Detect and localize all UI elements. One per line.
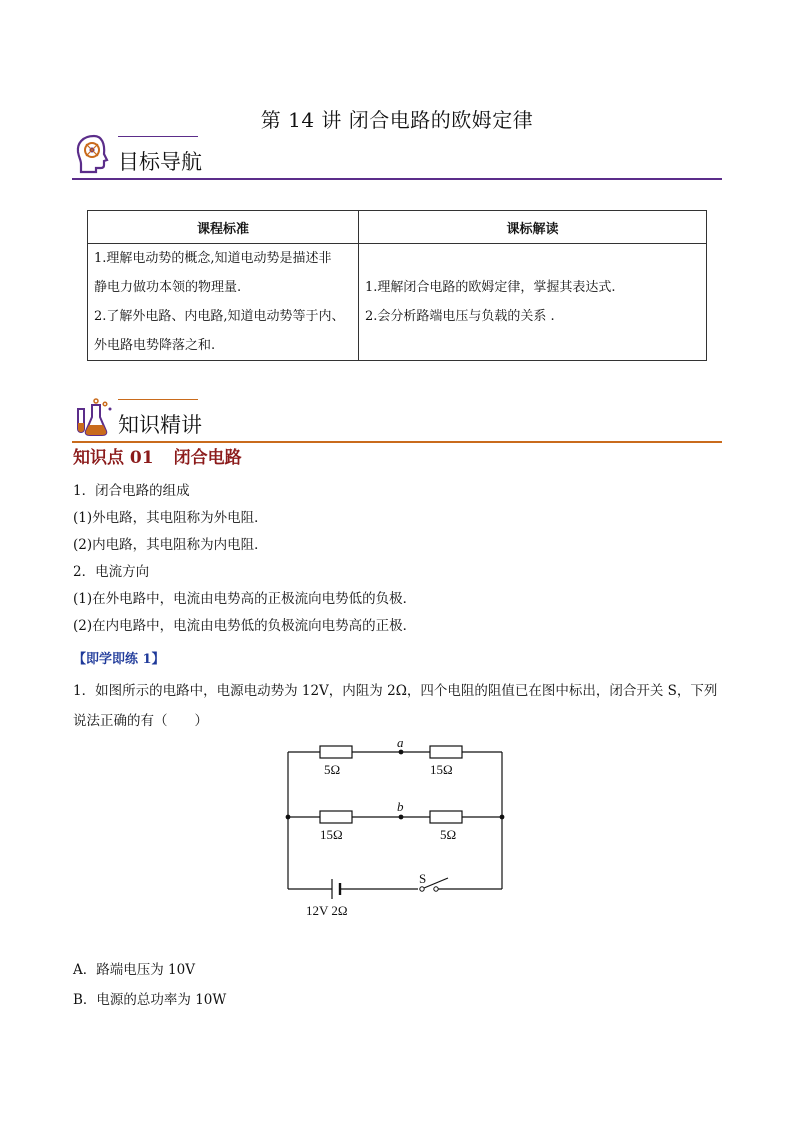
content-line: 1．闭合电路的组成 <box>73 483 190 499</box>
content-line: (2)在内电路中，电流由电势低的负极流向电势高的正极． <box>73 618 417 634</box>
junction-left <box>286 815 291 820</box>
resistor-mid-left <box>320 811 352 823</box>
content-line: 2．电流方向 <box>73 564 150 580</box>
content-line: (2)内电路，其电阻称为内电阻． <box>73 537 268 553</box>
interpretation-cell <box>359 244 707 361</box>
resistor-top-left <box>320 746 352 758</box>
content-line: (1)外电路，其电阻称为外电阻． <box>73 510 268 526</box>
switch-contact <box>434 887 438 891</box>
junction-right <box>500 815 505 820</box>
practice-label: 【即学即练 1】 <box>73 652 165 667</box>
head-brain-icon <box>72 132 116 176</box>
circuit-diagram <box>280 735 520 920</box>
table-header-interpretation: 课标解读 <box>359 211 707 244</box>
node-b-dot <box>399 815 404 820</box>
banner-divider <box>72 178 722 180</box>
interpretation-line: 1.理解闭合电路的欧姆定律，掌握其表达式. <box>365 280 616 295</box>
banner-accent-line <box>118 399 198 400</box>
goal-banner <box>72 132 722 180</box>
resistor-label: 15Ω <box>430 762 453 777</box>
question <box>73 676 725 736</box>
page-title: 第 14 讲 闭合电路的欧姆定律 <box>260 108 534 132</box>
question-line: 说法正确的有（ ） <box>73 713 208 729</box>
switch-label: S <box>419 871 427 886</box>
resistor-label: 15Ω <box>320 827 343 842</box>
interpretation-line: 2.会分析路端电压与负载的关系 . <box>365 309 555 324</box>
question-line: 1．如图所示的电路中，电源电动势为 12V，内阻为 2Ω，四个电阻的阻值已在图中标出，闭合开关 S，下列 <box>73 683 718 699</box>
banner-accent-line <box>118 136 198 137</box>
table-row <box>88 244 707 361</box>
standard-line: 外电路电势降落之和. <box>94 338 216 353</box>
knowledge-point-title <box>73 443 242 468</box>
resistor-mid-right <box>430 811 462 823</box>
option-a: A．路端电压为 10V <box>73 962 195 978</box>
source-label: 12V 2Ω <box>306 903 348 918</box>
node-b-label: b <box>397 799 404 814</box>
knowledge-content <box>73 478 723 640</box>
knowledge-point-label: 知识点 01 <box>73 448 154 468</box>
goal-heading: 目标导航 <box>118 150 202 174</box>
switch-contact <box>420 887 424 891</box>
node-a-label: a <box>397 735 404 750</box>
standard-line: 静电力做功本领的物理量. <box>94 280 242 295</box>
table-header-row <box>88 211 707 244</box>
lab-flask-icon <box>72 395 116 439</box>
option-b: B．电源的总功率为 10W <box>73 992 227 1008</box>
resistor-label: 5Ω <box>440 827 457 842</box>
knowledge-banner <box>72 395 722 443</box>
standards-table <box>87 210 707 361</box>
knowledge-point-name: 闭合电路 <box>173 448 242 468</box>
node-a-dot <box>399 750 404 755</box>
resistor-label: 5Ω <box>324 762 341 777</box>
table-header-standard: 课程标准 <box>88 211 359 244</box>
standard-line: 2.了解外电路、内电路,知道电动势等于内、 <box>94 309 345 324</box>
standard-cell <box>88 244 359 361</box>
resistor-top-right <box>430 746 462 758</box>
standard-line: 1.理解电动势的概念,知道电动势是描述非 <box>94 251 332 266</box>
content-line: (1)在外电路中，电流由电势高的正极流向电势低的负极． <box>73 591 417 607</box>
answer-options <box>73 955 226 1015</box>
knowledge-heading: 知识精讲 <box>118 413 202 437</box>
